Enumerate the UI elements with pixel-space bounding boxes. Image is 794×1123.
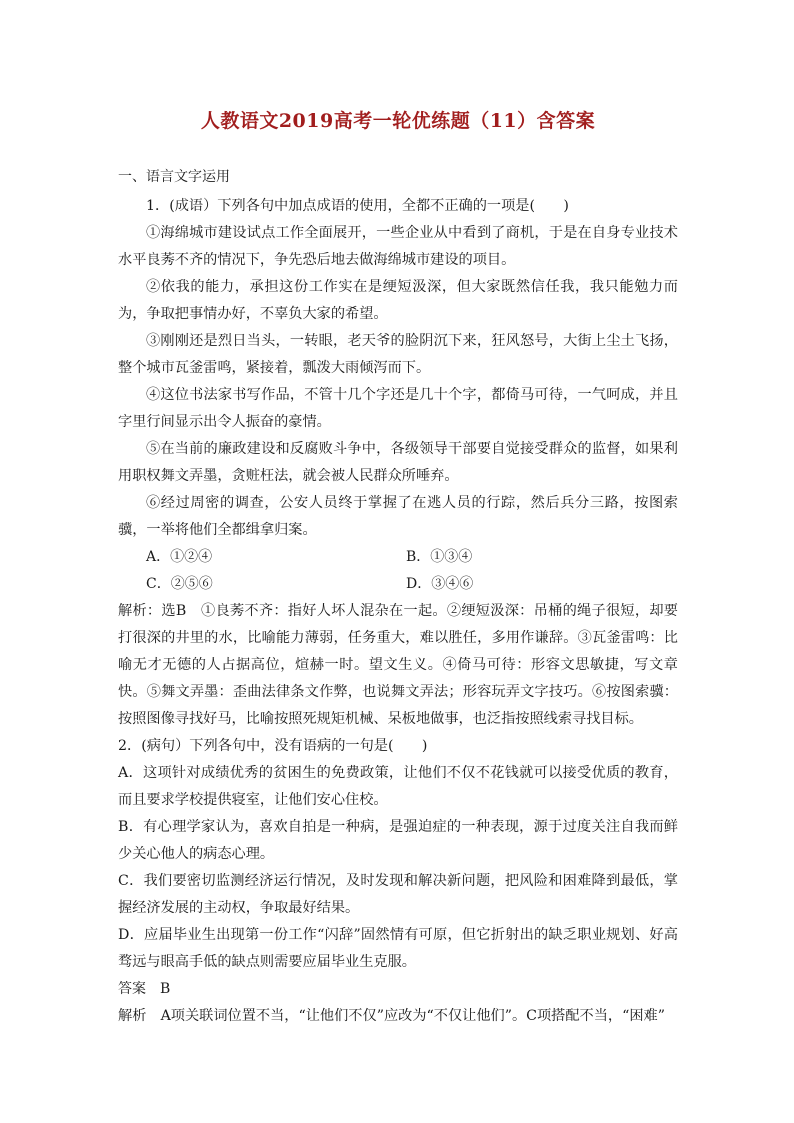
q1-option-d: D．③④⑥ bbox=[406, 576, 474, 592]
q1-item: ⑤在当前的廉政建设和反腐败斗争中，各级领导干部要自觉接受群众的监督，如果利用职权舞文弄墨，贪赃枉法，就会被人民群众所唾弃。 bbox=[118, 441, 678, 484]
q1-item: ④这位书法家书写作品，不管十几个字还是几十个字，都倚马可待，一气呵成，并且字里行间显示出令人振奋的豪情。 bbox=[118, 387, 678, 430]
q2-answer: 答案 B bbox=[118, 981, 171, 997]
q1-options-row bbox=[118, 571, 678, 598]
q2-option-a: A．这项针对成绩优秀的贫困生的免费政策，让他们不仅不花钱就可以接受优质的教育，而且要求学校提供寝室，让他们安心住校。 bbox=[118, 765, 678, 808]
q1-stem: 1．(成语）下列各句中加点成语的使用，全都不正确的一项是( ) bbox=[146, 198, 569, 214]
q1-analysis: 解析：选B ①良莠不齐：指好人坏人混杂在一起。②绠短汲深：吊桶的绳子很短，却要打很深的井里的水，比喻能力薄弱，任务重大，难以胜任，多用作谦辞。③瓦釜雷鸣：比喻无才无德的人占据高位，煊赫一时。望文生义。④倚马可待：形容文思敏捷，写文章快。⑤舞文弄墨：歪曲法律条文作弊，也说舞文弄法；形容玩弄文字技巧。⑥按图索骥：按照图像寻找好马，比喻按照死规矩机械、呆板地做事，也泛指按照线索寻找目标。 bbox=[118, 603, 678, 727]
q1-option-c: C．②⑤⑥ bbox=[146, 576, 213, 592]
q2-option-c: C．我们要密切监测经济运行情况，及时发现和解决新问题，把风险和困难降到最低，掌握经济发展的主动权，争取最好结果。 bbox=[118, 873, 678, 916]
q2-analysis: 解析 A项关联词位置不当，“让他们不仅”应改为“不仅让他们”。C项搭配不当，“困难” bbox=[118, 1008, 665, 1024]
q2-stem: 2．(病句）下列各句中，没有语病的一句是( ) bbox=[118, 738, 428, 754]
q1-item: ②依我的能力，承担这份工作实在是绠短汲深，但大家既然信任我，我只能勉力而为，争取把事情办好，不辜负大家的希望。 bbox=[118, 279, 678, 322]
section-heading: 一、语言文字运用 bbox=[118, 169, 230, 185]
document-page bbox=[118, 100, 678, 1030]
q1-option-a: A．①②④ bbox=[146, 549, 213, 565]
q2-option-d: D．应届毕业生出现第一份工作“闪辞”固然情有可原，但它折射出的缺乏职业规划、好高骛远与眼高手低的缺点则需要应届毕业生克服。 bbox=[118, 927, 678, 970]
q2-option-b: B．有心理学家认为，喜欢自拍是一种病，是强迫症的一种表现，源于过度关注自我而鲜少关心他人的病态心理。 bbox=[118, 819, 678, 862]
q1-item: ⑥经过周密的调查，公安人员终于掌握了在逃人员的行踪，然后兵分三路，按图索骥，一举将他们全都缉拿归案。 bbox=[118, 495, 678, 538]
page-title: 人教语文2019高考一轮优练题（11）含答案 bbox=[200, 110, 596, 132]
q1-options-row bbox=[118, 544, 678, 571]
q1-item: ①海绵城市建设试点工作全面展开，一些企业从中看到了商机，于是在自身专业技术水平良莠不齐的情况下，争先恐后地去做海绵城市建设的项目。 bbox=[118, 225, 678, 268]
q1-option-b: B．①③④ bbox=[406, 549, 473, 565]
q1-item: ③刚刚还是烈日当头，一转眼，老天爷的脸阴沉下来，狂风怒号，大街上尘土飞扬，整个城市瓦釜雷鸣，紧接着，瓢泼大雨倾泻而下。 bbox=[118, 333, 678, 376]
